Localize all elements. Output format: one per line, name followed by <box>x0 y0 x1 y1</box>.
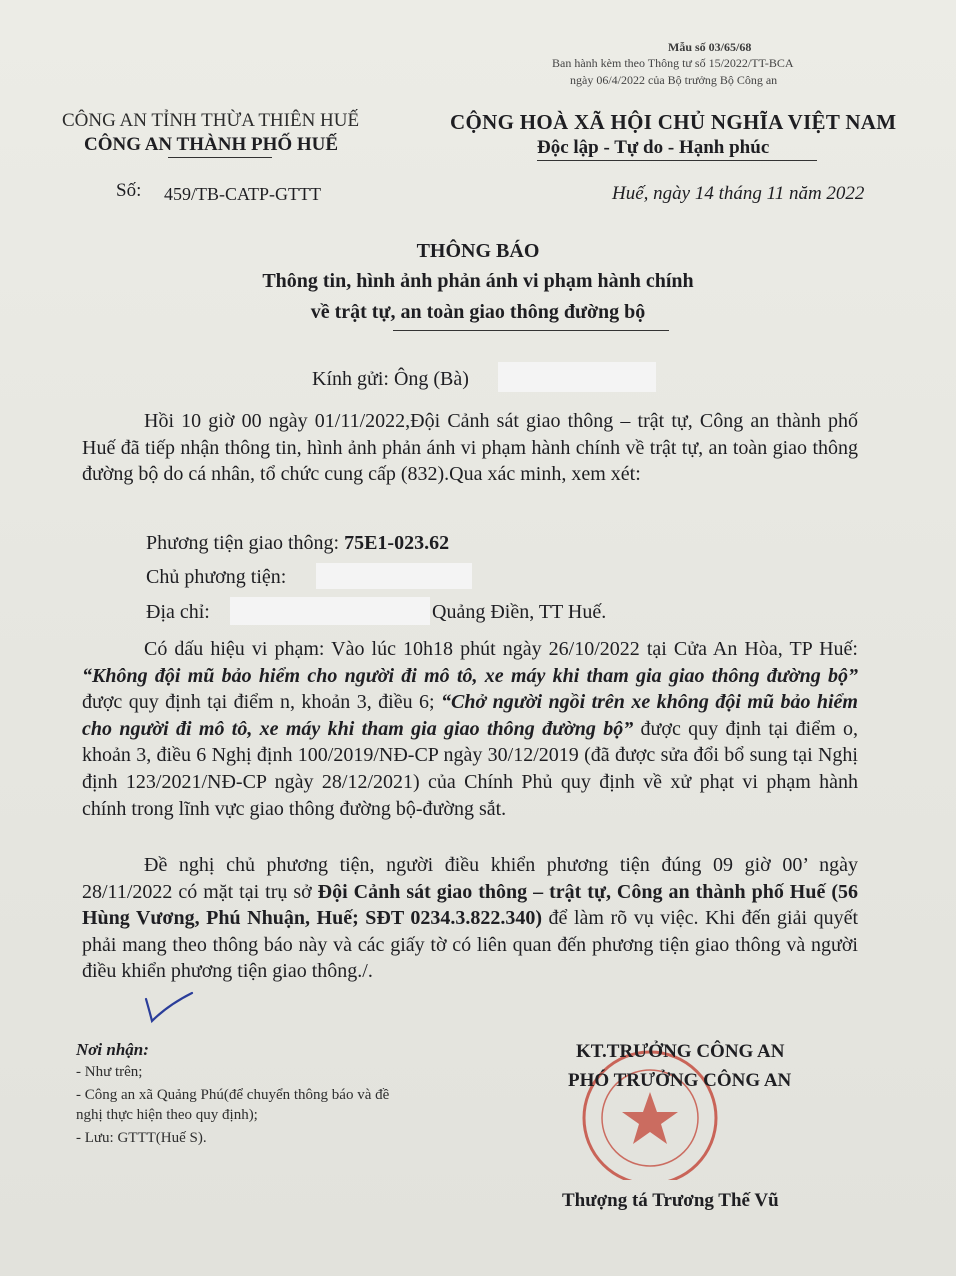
paragraph-violation <box>82 636 858 822</box>
violation-quote-2: “Chở người ngồi trên xe không đội mũ bảo hiểm cho người đi mô tô, xe máy khi tham gia giao thông đường bộ” <box>82 691 858 740</box>
recipients-item: - Công an xã Quảng Phú(để chuyển thông báo và đề <box>76 1087 390 1103</box>
vehicle-field <box>146 532 449 555</box>
request-intro: Đề nghị chủ phương tiện, người điều khiển phương tiện đúng 09 giờ 00’ ngày 28/11/2022 có mặt tại trụ sở <box>82 854 858 903</box>
recipients-item: nghị thực hiện theo quy định); <box>76 1107 258 1123</box>
signature-title-line2: PHÓ TRƯỞNG CÔNG AN <box>568 1070 792 1091</box>
agency-underline <box>168 157 272 158</box>
violation-ref-2: được quy định tại điểm o, khoản 3, điều 6 Nghị định 100/2019/NĐ-CP ngày 30/12/2019 (đã được sửa đổi bổ sung tại Nghị định 123/2021/NĐ-CP ngày 28/12/2021) của Chính Phủ quy định về xử phạt vi phạm hành chính trong lĩnh vực giao thông đường bộ-đường sắt. <box>82 717 858 820</box>
document-subtitle-line2: về trật tự, an toàn giao thông đường bộ <box>310 301 646 323</box>
document-number-label: Số: <box>116 180 142 201</box>
recipient-salutation: Kính gửi: Ông (Bà) <box>312 368 469 390</box>
redacted-address <box>230 597 430 625</box>
recipients-title: Nơi nhận: <box>76 1040 149 1059</box>
agency-name: CÔNG AN THÀNH PHỐ HUẾ <box>84 134 339 155</box>
address-label: Địa chỉ: <box>146 601 210 623</box>
agency-parent: CÔNG AN TỈNH THỪA THIÊN HUẾ <box>62 110 360 131</box>
national-motto: Độc lập - Tự do - Hạnh phúc <box>537 137 770 158</box>
paragraph-intro: Hồi 10 giờ 00 ngày 01/11/2022,Đội Cảnh sát giao thông – trật tự, Công an thành phố Huế đã tiếp nhận thông tin, hình ảnh phản ánh vi phạm hành chính về trật tự, an toàn giao thông đường bộ do cá nhân, tổ chức cung cấp (832).Qua xác minh, xem xét: <box>82 410 858 486</box>
vehicle-label: Phương tiện giao thông: <box>146 532 345 554</box>
signer-name: Thượng tá Trương Thế Vũ <box>562 1190 779 1211</box>
vehicle-plate: 75E1-023.62 <box>344 532 450 554</box>
violation-ref-1: được quy định tại điểm n, khoản 3, điều 6; <box>82 691 442 714</box>
violation-quote-1: “Không đội mũ bảo hiểm cho người đi mô tô, xe máy khi tham gia giao thông đường bộ” <box>82 664 858 687</box>
document-title: THÔNG BÁO <box>416 240 540 262</box>
owner-label: Chủ phương tiện: <box>146 566 287 588</box>
recipients-item: - Lưu: GTTT(Huế S). <box>76 1130 207 1146</box>
request-outro: để làm rõ vụ việc. Khi đến giải quyết phải mang theo thông báo này và các giấy tờ có liên quan đến phương tiện giao thông và người điều khiển phương tiện giao thông./. <box>82 907 859 983</box>
document-subtitle-line1: Thông tin, hình ảnh phản ánh vi phạm hành chính <box>262 270 694 292</box>
motto-underline <box>537 160 817 161</box>
form-reference-line1: Ban hành kèm theo Thông tư số 15/2022/TT-BCA <box>552 56 794 70</box>
signature-title-line1: KT.TRƯỞNG CÔNG AN <box>576 1041 785 1062</box>
form-code: Mẫu số 03/65/68 <box>668 40 752 54</box>
place-and-date: Huế, ngày 14 tháng 11 năm 2022 <box>612 183 865 204</box>
pen-tick-mark <box>140 985 200 1030</box>
document-number: 459/TB-CATP-GTTT <box>164 184 321 204</box>
form-reference-line2: ngày 06/4/2022 của Bộ trưởng Bộ Công an <box>570 73 778 87</box>
violation-intro: Có dấu hiệu vi phạm: Vào lúc 10h18 phút ngày 26/10/2022 tại Cửa An Hòa, TP Huế: <box>144 638 858 660</box>
subtitle-underline <box>393 330 669 331</box>
address-tail: Quảng Điền, TT Huế. <box>432 601 607 623</box>
redacted-recipient-name <box>498 362 656 392</box>
redacted-owner-name <box>316 563 472 589</box>
nation-title: CỘNG HOÀ XÃ HỘI CHỦ NGHĨA VIỆT NAM <box>450 110 897 134</box>
recipients-item: - Như trên; <box>76 1064 143 1080</box>
paragraph-request <box>82 852 858 985</box>
request-office: Đội Cảnh sát giao thông – trật tự, Công an thành phố Huế (56 Hùng Vương, Phú Nhuận, Huế; SĐT 0234.3.822.340) <box>82 880 858 930</box>
